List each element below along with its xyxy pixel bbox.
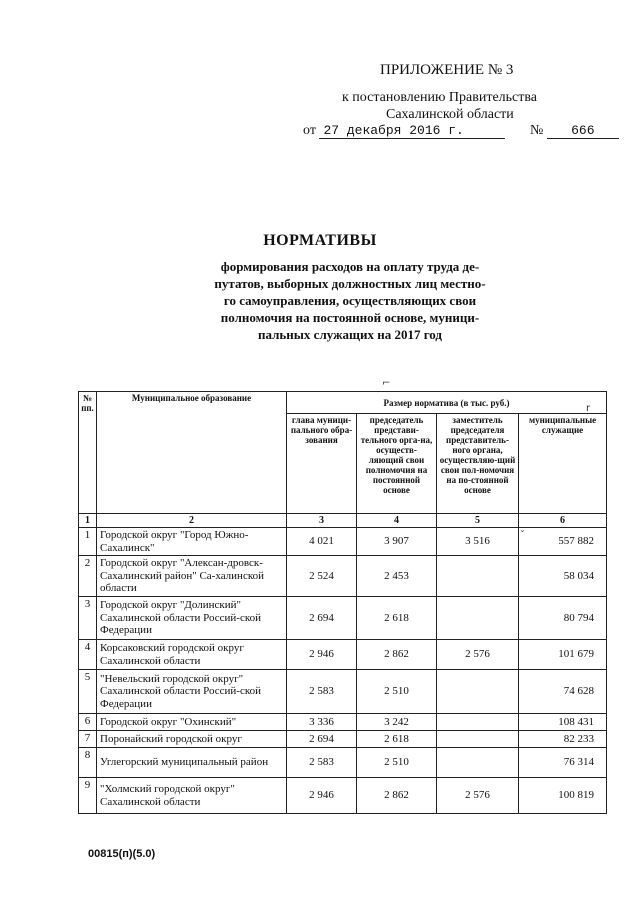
- value-employees: 101 679: [519, 640, 607, 670]
- table-row: [79, 597, 607, 640]
- col-header-norm-size: Размер норматива (в тыс. руб.): [287, 392, 607, 414]
- municipality-name: Углегорский муниципальный район: [97, 748, 287, 778]
- row-number: 1: [79, 528, 97, 556]
- value-chairman: 3 242: [357, 714, 437, 731]
- table-row: [79, 670, 607, 714]
- municipality-name: "Холмский городской округ" Сахалинской области: [97, 778, 287, 814]
- column-number: 1: [79, 514, 97, 528]
- value-employees: 80 794: [519, 597, 607, 640]
- column-number: 5: [437, 514, 519, 528]
- value-deputy: [437, 556, 519, 597]
- column-number: 2: [97, 514, 287, 528]
- subtitle-line: го самоуправления, осуществляющих свои: [223, 293, 477, 308]
- value-deputy: [437, 670, 519, 714]
- number-prefix: №: [529, 123, 544, 138]
- col-header-chairman: председатель представи-тельного орга-на, осуществ-ляющий свои полномочия на постоянной основе: [357, 414, 437, 514]
- row-number: 6: [79, 714, 97, 731]
- municipality-name: Городской округ "Охинский": [97, 714, 287, 731]
- row-number: 5: [79, 670, 97, 714]
- subtitle-line: пальных служащих на 2017 год: [258, 327, 442, 342]
- value-chairman: 2 510: [357, 748, 437, 778]
- municipality-name: Городской округ "Город Южно-Сахалинск": [97, 528, 287, 556]
- table-row: [79, 714, 607, 731]
- value-employees: 58 034: [519, 556, 607, 597]
- value-deputy: [437, 597, 519, 640]
- subtitle-line: полномочия на постоянной основе, муници-: [220, 310, 480, 325]
- scan-mark: ˇ: [520, 530, 525, 541]
- value-chairman: 2 510: [357, 670, 437, 714]
- date-prefix: от: [303, 123, 316, 138]
- value-deputy: 2 576: [437, 778, 519, 814]
- document-title: НОРМАТИВЫ: [263, 232, 377, 249]
- document-subtitle: [180, 258, 520, 343]
- municipality-name: Корсаковский городской округ Сахалинской области: [97, 640, 287, 670]
- row-number: 7: [79, 731, 97, 748]
- value-deputy: 3 516: [437, 528, 519, 556]
- municipality-name: Городской округ "Долинский" Сахалинской области Россий-ской Федерации: [97, 597, 287, 640]
- value-chairman: 2 618: [357, 731, 437, 748]
- table-row: [79, 640, 607, 670]
- col-header-head: глава муници-пального обра-зования: [287, 414, 357, 514]
- decree-date-line: [303, 123, 619, 139]
- column-number: 6: [519, 514, 607, 528]
- value-employees: 100 819: [519, 778, 607, 814]
- value-employees: 76 314: [519, 748, 607, 778]
- value-head: 2 946: [287, 778, 357, 814]
- document-code: 00815(п)(5.0): [88, 848, 156, 860]
- value-employees: 108 431: [519, 714, 607, 731]
- municipality-name: Поронайский городской округ: [97, 731, 287, 748]
- col-header-deputy-chairman: заместитель председателя представитель-ного органа, осуществляю-щий свои пол-номочия на по-стоянной основе: [437, 414, 519, 514]
- value-deputy: [437, 714, 519, 731]
- municipality-name: "Невельский городской округ" Сахалинской области Россий-ской Федерации: [97, 670, 287, 714]
- column-number: 3: [287, 514, 357, 528]
- norms-table: [78, 391, 607, 814]
- value-head: 4 021: [287, 528, 357, 556]
- value-deputy: [437, 731, 519, 748]
- subtitle-line: путатов, выборных должностных лиц местно-: [214, 276, 486, 291]
- value-employees: 74 628: [519, 670, 607, 714]
- value-head: 2 694: [287, 597, 357, 640]
- table-row: [79, 731, 607, 748]
- subtitle-line: формирования расходов на оплату труда де-: [220, 259, 480, 274]
- table-row: [79, 528, 607, 556]
- row-number: 3: [79, 597, 97, 640]
- col-header-no: № пп.: [79, 392, 97, 514]
- value-chairman: 2 453: [357, 556, 437, 597]
- row-number: 8: [79, 748, 97, 778]
- decree-reference: [342, 89, 537, 123]
- scan-mark: r: [586, 403, 591, 414]
- scan-mark: ⌐: [382, 378, 391, 389]
- value-head: 2 946: [287, 640, 357, 670]
- appendix-title: ПРИЛОЖЕНИЕ № 3: [380, 62, 514, 78]
- value-deputy: [437, 748, 519, 778]
- decree-number: 666: [547, 123, 619, 139]
- value-head: 2 583: [287, 748, 357, 778]
- column-number-row: [79, 514, 607, 528]
- decree-date: 27 декабря 2016 г.: [319, 123, 505, 139]
- row-number: 9: [79, 778, 97, 814]
- column-number: 4: [357, 514, 437, 528]
- value-head: 2 524: [287, 556, 357, 597]
- row-number: 4: [79, 640, 97, 670]
- value-head: 2 583: [287, 670, 357, 714]
- value-chairman: 2 862: [357, 640, 437, 670]
- value-chairman: 2 618: [357, 597, 437, 640]
- value-chairman: 2 862: [357, 778, 437, 814]
- table-row: [79, 748, 607, 778]
- table-row: [79, 778, 607, 814]
- value-employees: 557 882: [519, 528, 607, 556]
- value-head: 3 336: [287, 714, 357, 731]
- value-head: 2 694: [287, 731, 357, 748]
- decree-line-2: Сахалинской области: [386, 107, 514, 122]
- row-number: 2: [79, 556, 97, 597]
- municipality-name: Городской округ "Алексан-дровск-Сахалинский район" Са-халинской области: [97, 556, 287, 597]
- col-header-employees: муниципальные служащие: [519, 414, 607, 514]
- table-row: [79, 556, 607, 597]
- col-header-municipality: Муниципальное образование: [97, 392, 287, 514]
- value-deputy: 2 576: [437, 640, 519, 670]
- value-employees: 82 233: [519, 731, 607, 748]
- decree-line-1: к постановлению Правительства: [342, 90, 538, 105]
- value-chairman: 3 907: [357, 528, 437, 556]
